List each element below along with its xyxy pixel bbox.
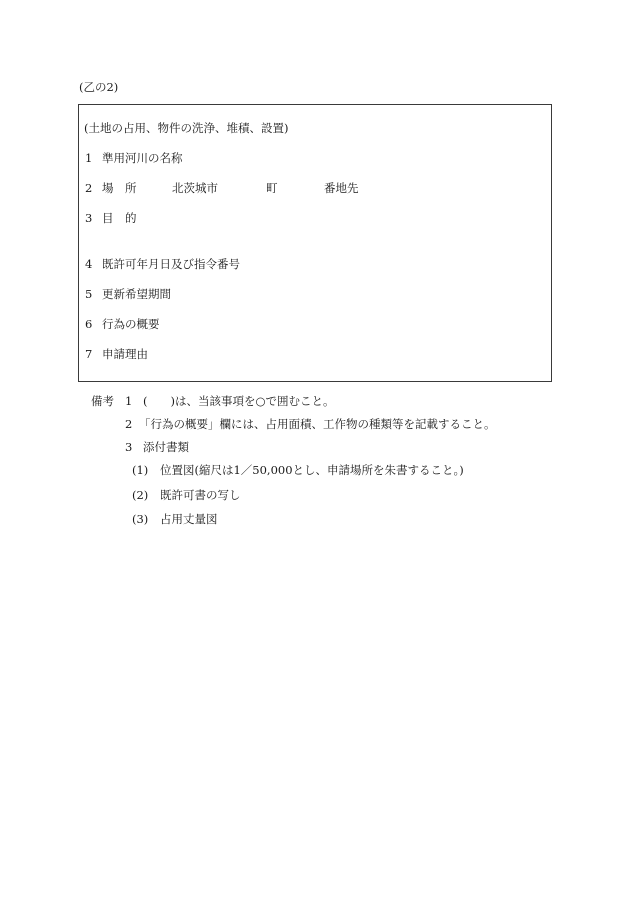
attachment-2-number: (2) — [132, 488, 149, 502]
note-3-text: 添付書類 — [143, 440, 189, 454]
item-2-label: 場 所 — [102, 181, 137, 195]
attachment-3-number: (3) — [132, 512, 149, 526]
item-2-town: 町 — [266, 181, 278, 195]
item-2-city: 北茨城市 — [172, 181, 218, 195]
attachment-1-text: 位置図(縮尺は1／50,000とし、申請場所を朱書すること。) — [160, 463, 464, 477]
item-6-number: 6 — [85, 317, 93, 331]
item-3-number: 3 — [85, 211, 93, 225]
item-4-label: 既許可年月日及び指令番号 — [102, 257, 240, 271]
item-7-number: 7 — [85, 347, 93, 361]
note-1-text: ( )は、当該事項を○で囲むこと。 — [143, 394, 335, 408]
item-5-number: 5 — [85, 287, 93, 301]
item-4-number: 4 — [85, 257, 93, 271]
notes-heading: 備考 — [91, 394, 114, 408]
attachment-2-text: 既許可書の写し — [160, 488, 241, 502]
item-2-number: 2 — [85, 181, 93, 195]
note-2-text: 「行為の概要」欄には、占用面積、工作物の種類等を記載すること。 — [139, 417, 496, 431]
item-1-label: 準用河川の名称 — [102, 151, 183, 165]
item-3-label: 目 的 — [102, 211, 137, 225]
form-number: (乙の2) — [79, 80, 119, 94]
item-5-label: 更新希望期間 — [102, 287, 171, 301]
item-6-label: 行為の概要 — [102, 317, 160, 331]
form-box — [78, 104, 552, 382]
note-1-number: 1 — [125, 394, 133, 408]
item-1-number: 1 — [85, 151, 93, 165]
note-3-number: 3 — [125, 440, 133, 454]
attachment-1-number: (1) — [132, 463, 149, 477]
item-2-lot: 番地先 — [324, 181, 359, 195]
box-heading: (土地の占用、物件の洗浄、堆積、設置) — [84, 121, 289, 135]
item-7-label: 申請理由 — [102, 347, 148, 361]
attachment-3-text: 占用丈量図 — [160, 512, 218, 526]
note-2-number: 2 — [125, 417, 133, 431]
